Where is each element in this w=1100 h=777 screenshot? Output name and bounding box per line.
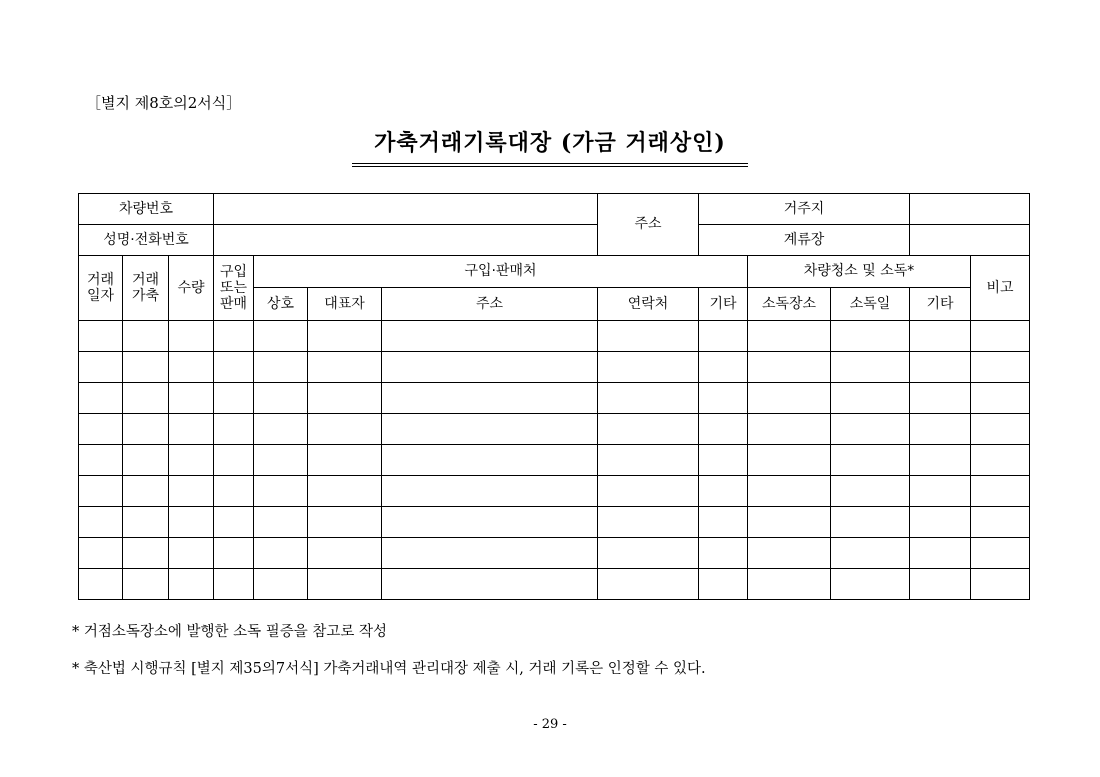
entry-cell[interactable] [308, 383, 382, 414]
entry-cell[interactable] [971, 507, 1030, 538]
entry-cell[interactable] [123, 321, 169, 352]
entry-cell[interactable] [308, 352, 382, 383]
entry-cell[interactable] [214, 507, 254, 538]
entry-cell[interactable] [169, 445, 214, 476]
name-phone-field[interactable] [214, 225, 598, 256]
entry-cell[interactable] [308, 507, 382, 538]
entry-cell[interactable] [748, 538, 831, 569]
entry-cell[interactable] [910, 414, 971, 445]
entry-cell[interactable] [382, 383, 598, 414]
entry-cell[interactable] [254, 507, 308, 538]
entry-cell[interactable] [598, 352, 699, 383]
entry-cell[interactable] [308, 414, 382, 445]
vehicle-number-label: 차량번호 [79, 194, 214, 225]
entry-cell[interactable] [254, 476, 308, 507]
table-row [79, 538, 1030, 569]
entry-cell[interactable] [748, 445, 831, 476]
col-quantity: 수량 [169, 256, 214, 321]
entry-cell[interactable] [748, 321, 831, 352]
entry-cell[interactable] [123, 352, 169, 383]
entry-cell[interactable] [699, 476, 748, 507]
col-disinfection-place: 소독장소 [748, 288, 831, 321]
livestock-trade-ledger-table [78, 193, 1030, 600]
entry-cell[interactable] [169, 569, 214, 600]
entry-cell[interactable] [831, 445, 910, 476]
entry-cell[interactable] [910, 507, 971, 538]
entry-cell[interactable] [971, 414, 1030, 445]
entry-cell[interactable] [382, 476, 598, 507]
entry-cell[interactable] [748, 383, 831, 414]
table-row [79, 321, 1030, 352]
entry-cell[interactable] [910, 321, 971, 352]
entry-cell[interactable] [382, 538, 598, 569]
entry-cell[interactable] [748, 569, 831, 600]
entry-cell[interactable] [254, 352, 308, 383]
entry-cell[interactable] [831, 383, 910, 414]
entry-cell[interactable] [748, 476, 831, 507]
col-disinfection-date: 소독일 [831, 288, 910, 321]
entry-cell[interactable] [214, 569, 254, 600]
table-row [79, 569, 1030, 600]
entry-cell[interactable] [123, 445, 169, 476]
entry-cell[interactable] [123, 569, 169, 600]
document-title: 가축거래기록대장 (가금 거래상인) [374, 130, 726, 156]
entry-cell[interactable] [214, 383, 254, 414]
address-label: 주소 [598, 194, 699, 256]
moored-place-field[interactable] [910, 225, 1030, 256]
col-group-disinfection: 차량청소 및 소독* [748, 256, 971, 288]
entry-cell[interactable] [598, 476, 699, 507]
entry-cell[interactable] [598, 383, 699, 414]
entry-cell[interactable] [831, 507, 910, 538]
header-row-name [79, 225, 1030, 256]
entry-cell[interactable] [831, 321, 910, 352]
entry-cell[interactable] [254, 414, 308, 445]
footnote-2: * 축산법 시행규칙 [별지 제35의7서식] 가축거래내역 관리대장 제출 시, 거래 기록은 인정할 수 있다. [72, 661, 706, 677]
entry-cell[interactable] [123, 476, 169, 507]
entry-cell[interactable] [308, 569, 382, 600]
entry-cell[interactable] [699, 352, 748, 383]
entry-cell[interactable] [831, 538, 910, 569]
col-trade-name: 상호 [254, 288, 308, 321]
entry-cell[interactable] [910, 476, 971, 507]
entry-cell[interactable] [971, 476, 1030, 507]
entry-cell[interactable] [123, 507, 169, 538]
entry-cell[interactable] [169, 414, 214, 445]
entry-cell[interactable] [699, 321, 748, 352]
entry-cell[interactable] [971, 352, 1030, 383]
entry-cell[interactable] [831, 569, 910, 600]
col-buy-or-sell: 구입 또는 판매 [214, 256, 254, 321]
entry-cell[interactable] [79, 476, 123, 507]
table-row [79, 445, 1030, 476]
table-row [79, 414, 1030, 445]
table-row [79, 507, 1030, 538]
entry-cell[interactable] [910, 383, 971, 414]
entry-cell[interactable] [79, 414, 123, 445]
entry-cell[interactable] [79, 538, 123, 569]
entry-cell[interactable] [214, 321, 254, 352]
title-block [352, 126, 748, 167]
entry-cell[interactable] [254, 569, 308, 600]
entry-cell[interactable] [831, 476, 910, 507]
entry-cell[interactable] [699, 538, 748, 569]
entry-cell[interactable] [971, 569, 1030, 600]
entry-cell[interactable] [382, 507, 598, 538]
entry-cell[interactable] [79, 569, 123, 600]
entry-cell[interactable] [382, 569, 598, 600]
entry-cell[interactable] [699, 507, 748, 538]
entry-cell[interactable] [699, 569, 748, 600]
table-row [79, 383, 1030, 414]
col-trade-livestock: 거래 가축 [123, 256, 169, 321]
col-etc: 기타 [699, 288, 748, 321]
entry-cell[interactable] [308, 476, 382, 507]
entry-cell[interactable] [971, 321, 1030, 352]
header-row-vehicle [79, 194, 1030, 225]
name-phone-label: 성명·전화번호 [79, 225, 214, 256]
title-double-underline [352, 163, 748, 167]
entry-cell[interactable] [169, 538, 214, 569]
table-row [79, 352, 1030, 383]
entry-cell[interactable] [699, 445, 748, 476]
entry-cell[interactable] [254, 321, 308, 352]
entry-cell[interactable] [79, 383, 123, 414]
moored-place-label: 계류장 [699, 225, 910, 256]
vehicle-number-field[interactable] [214, 194, 598, 225]
entry-cell[interactable] [382, 321, 598, 352]
entry-cell[interactable] [971, 445, 1030, 476]
entry-cell[interactable] [598, 538, 699, 569]
entry-cell[interactable] [214, 352, 254, 383]
entry-cell[interactable] [79, 321, 123, 352]
page-number: - 29 - [533, 717, 567, 732]
entry-cell[interactable] [169, 476, 214, 507]
entry-cell[interactable] [748, 352, 831, 383]
entry-cell[interactable] [123, 538, 169, 569]
entry-cell[interactable] [169, 352, 214, 383]
entry-cell[interactable] [699, 383, 748, 414]
entry-cell[interactable] [308, 445, 382, 476]
footnote-1: * 거점소독장소에 발행한 소독 필증을 참고로 작성 [72, 624, 388, 640]
entry-cell[interactable] [79, 352, 123, 383]
entry-cell[interactable] [971, 383, 1030, 414]
entry-cell[interactable] [169, 383, 214, 414]
residence-label: 거주지 [699, 194, 910, 225]
table-row [79, 476, 1030, 507]
entry-cell[interactable] [382, 414, 598, 445]
entry-cell[interactable] [910, 352, 971, 383]
entry-cell[interactable] [79, 507, 123, 538]
entry-cell[interactable] [254, 383, 308, 414]
entry-cell[interactable] [748, 414, 831, 445]
entry-cell[interactable] [214, 538, 254, 569]
entry-cell[interactable] [254, 538, 308, 569]
residence-field[interactable] [910, 194, 1030, 225]
entry-cell[interactable] [598, 414, 699, 445]
entry-cell[interactable] [308, 321, 382, 352]
col-trade-date: 거래 일자 [79, 256, 123, 321]
entry-cell[interactable] [214, 476, 254, 507]
col-address: 주소 [382, 288, 598, 321]
ledger-data-rows [79, 321, 1030, 600]
col-representative: 대표자 [308, 288, 382, 321]
entry-cell[interactable] [214, 445, 254, 476]
entry-cell[interactable] [382, 445, 598, 476]
col-etc-2: 기타 [910, 288, 971, 321]
entry-cell[interactable] [598, 507, 699, 538]
column-header-row-1 [79, 256, 1030, 288]
entry-cell[interactable] [123, 414, 169, 445]
col-group-counterparty: 구입·판매처 [254, 256, 748, 288]
entry-cell[interactable] [169, 507, 214, 538]
entry-cell[interactable] [308, 538, 382, 569]
entry-cell[interactable] [214, 414, 254, 445]
col-remarks: 비고 [971, 256, 1030, 321]
entry-cell[interactable] [79, 445, 123, 476]
entry-cell[interactable] [831, 414, 910, 445]
entry-cell[interactable] [598, 445, 699, 476]
entry-cell[interactable] [831, 352, 910, 383]
entry-cell[interactable] [910, 569, 971, 600]
entry-cell[interactable] [254, 445, 308, 476]
entry-cell[interactable] [598, 321, 699, 352]
entry-cell[interactable] [748, 507, 831, 538]
form-reference: ［별지 제8호의2서식］ [86, 94, 242, 112]
entry-cell[interactable] [123, 383, 169, 414]
entry-cell[interactable] [598, 569, 699, 600]
entry-cell[interactable] [910, 445, 971, 476]
entry-cell[interactable] [382, 352, 598, 383]
col-contact: 연락처 [598, 288, 699, 321]
entry-cell[interactable] [169, 321, 214, 352]
entry-cell[interactable] [699, 414, 748, 445]
entry-cell[interactable] [971, 538, 1030, 569]
entry-cell[interactable] [910, 538, 971, 569]
